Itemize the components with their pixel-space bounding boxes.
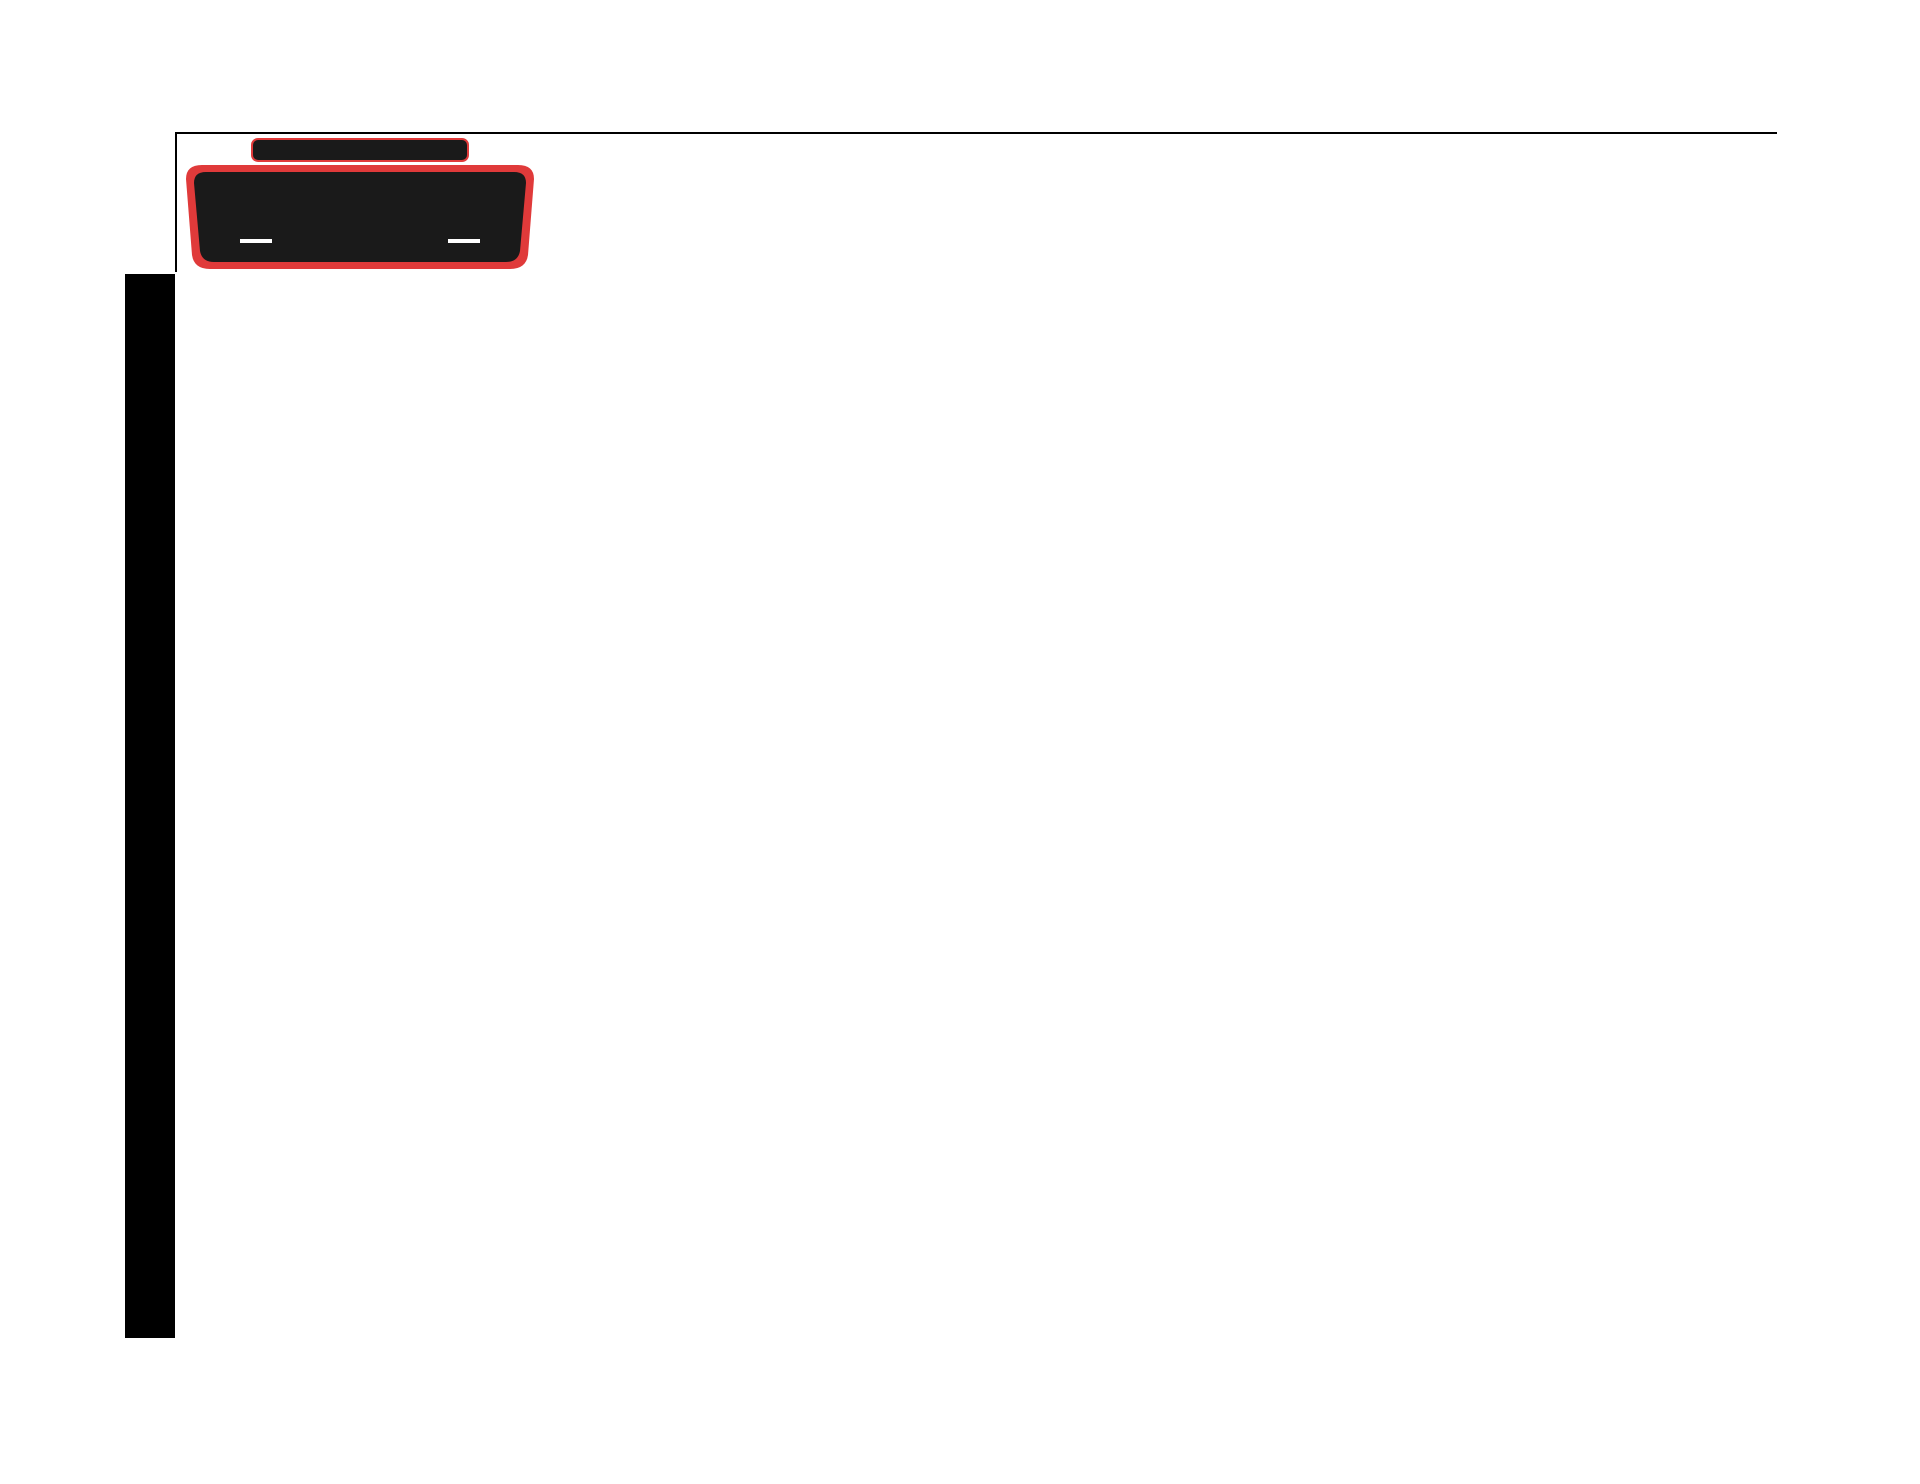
logo xyxy=(180,137,540,272)
category-bar xyxy=(125,274,175,1338)
logo-tagline-plate xyxy=(252,139,468,161)
logo-black-body xyxy=(194,172,526,262)
